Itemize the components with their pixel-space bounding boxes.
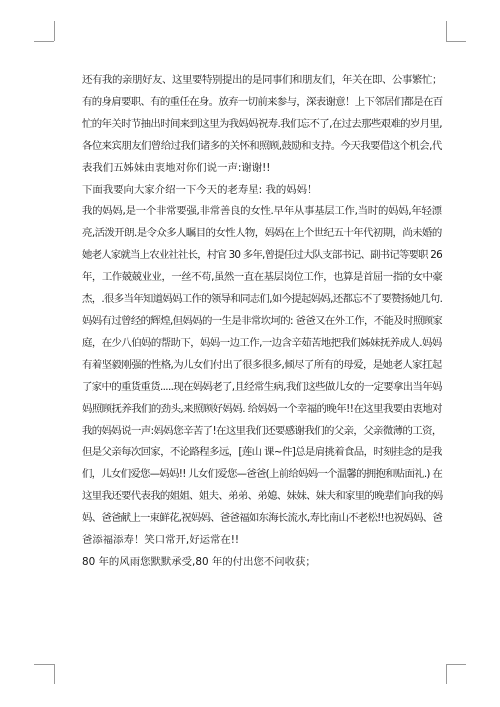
text-line: 亮,活泼开朗.是令众多人瞩目的女性人物，妈妈在上个世纪五十年代初期，尚未婚的 — [82, 227, 442, 240]
text-line: 们，儿女们爱您—妈妈!! 儿女们爱您—爸爸(上前给妈妈一个温馨的拥抱和贴面礼.) 在 — [82, 468, 443, 481]
text-line: 我的妈妈说一声:妈妈您辛苦了!在这里我们还要感谢我们的父亲，父亲微薄的工资， — [82, 424, 442, 437]
text-line: 妈照顾抚养我们的劲头,来照顾好妈妈. 给妈妈一个幸福的晚年!!在这里我要由衷地对 — [82, 402, 442, 415]
crop-mark-top-left-vertical — [54, 21, 55, 41]
text-line: 我的妈妈,是一个非常要强,非常善良的女性.早年从事基层工作,当时的妈妈,年轻漂 — [82, 205, 442, 218]
paragraph — [62, 180, 442, 202]
crop-mark-top-right-horizontal — [446, 41, 466, 42]
text-line: 有着坚毅刚强的性格,为儿女们付出了很多很多,倾尽了所有的母爱，是她老人家扛起 — [82, 358, 442, 371]
crop-mark-top-right-vertical — [446, 21, 447, 41]
text-line: 这里我还要代表我的姐姐、姐夫、弟弟、弟媳、妹妹、妹夫和家里的晚辈们向我的妈 — [82, 490, 443, 503]
text-line: 下面我要向大家介绍一下今天的老寿星: 我的妈妈！ — [82, 183, 318, 196]
text-line: 她老人家就当上农业社社长，村官 30 多年,曾提任过大队支部书记、副书记等要职 26 — [82, 249, 442, 262]
text-line: 年，工作兢兢业业，一丝不苟,虽然一直在基层岗位工作，也算是首屈一指的女中豪 — [82, 271, 443, 284]
paragraph — [62, 70, 442, 180]
text-line: 爸添福添寿！笑口常开,好运常在!! — [82, 534, 240, 547]
text-line: 忙的年关时节抽出时间来到这里为我妈妈祝寿.我们忘不了,在过去那些艰难的岁月里, — [82, 117, 442, 130]
crop-mark-bottom-left-horizontal — [34, 664, 54, 665]
text-line: 80 年的风雨您默默承受,80 年的付出您不问收获； — [82, 555, 316, 568]
crop-mark-bottom-right-vertical — [446, 664, 447, 684]
crop-mark-top-left-horizontal — [34, 41, 54, 42]
paragraph — [62, 552, 442, 574]
text-line: 妈妈有过曾经的辉煌,但妈妈的一生是非常坎坷的: 爸爸又在外工作，不能及时照顾家 — [82, 314, 443, 327]
text-line: 杰，.很多当年知道妈妈工作的领导和同志们,如今提起妈妈,还都忘不了要赞扬她几句. — [82, 293, 443, 306]
crop-mark-bottom-right-horizontal — [446, 664, 466, 665]
text-line: 有的身肩要职、有的重任在身。放弃一切前来参与，深表谢意！上下邻居们都是在百 — [82, 95, 443, 108]
text-line: 还有我的亲朋好友、这里要特别提出的是同事们和朋友们，年关在即、公事繁忙； — [82, 74, 443, 86]
text-line: 但是父亲每次回家，不论路程多远，[莲山 课~件]总是肩挑着食品，时刻挂念的是我 — [82, 446, 442, 459]
paragraph — [62, 201, 442, 552]
text-line: 表我们五姊妹由衷地对你们说一声:谢谢!! — [82, 161, 271, 174]
document-body — [62, 70, 442, 574]
text-line: 了家中的重货重货.....现在妈妈老了,且经常生病,我们这些做儿女的一定要拿出当年妈 — [82, 380, 442, 393]
crop-mark-bottom-left-vertical — [54, 664, 55, 684]
text-line: 各位来宾朋友们曾给过我们诸多的关怀和照顾,鼓励和支持。今天我要借这个机会,代 — [82, 139, 442, 152]
text-line: 妈、爸爸献上一束鲜花,祝妈妈、爸爸福如东海长流水,寿比南山不老松!!也祝妈妈、爸 — [82, 512, 442, 525]
text-line: 庭，在少八伯妈的帮助下，妈妈一边工作,一边含辛茹苦地把我们姊妹抚养成人.妈妈 — [82, 336, 442, 349]
